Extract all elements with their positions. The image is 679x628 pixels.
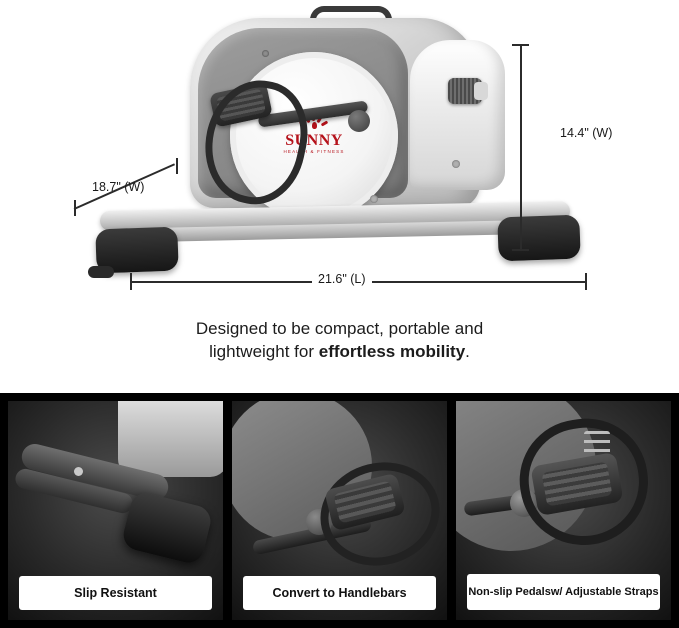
brand-tagline: HEALTH & FITNESS xyxy=(283,149,345,154)
height-measure-label: 14.4" (W) xyxy=(560,126,613,140)
height-measure-tick-top xyxy=(512,44,529,46)
tagline-line-2-prefix: lightweight for xyxy=(209,341,319,361)
feature-caption-line-2: w/ Adjustable Straps xyxy=(550,585,659,598)
slip-resistant-foot xyxy=(120,490,214,566)
width-measure-label: 18.7" (W) xyxy=(92,180,145,194)
feature-card-slip-resistant xyxy=(8,401,223,620)
tagline-line-2-suffix: . xyxy=(465,341,470,361)
feature-panel xyxy=(0,393,679,628)
tagline-emphasis: effortless mobility xyxy=(318,341,466,361)
height-measure-tick-bottom xyxy=(512,249,529,251)
foot-tip xyxy=(88,266,114,278)
frame-screw xyxy=(370,195,378,203)
frame-screw xyxy=(74,467,83,476)
brand-name: SUNNY xyxy=(285,132,343,149)
tagline-line-2 xyxy=(0,341,679,364)
hero-product-image xyxy=(0,0,679,312)
height-measure-line xyxy=(520,44,522,250)
pedal-tread xyxy=(542,462,613,507)
tagline-line-1: Designed to be compact, portable and xyxy=(195,319,484,338)
marketing-tagline xyxy=(0,318,679,364)
crank-axle xyxy=(348,110,370,132)
length-measure-tick-right xyxy=(585,273,587,290)
length-measure-tick-left xyxy=(130,273,132,290)
stabilizer-foot-right xyxy=(497,215,580,262)
width-measure-tick-right xyxy=(176,158,178,174)
mini-exercise-bike xyxy=(80,10,600,280)
shroud-edge xyxy=(118,401,223,477)
feature-caption-line-1: Non-slip Pedals xyxy=(468,585,551,598)
feature-card-list xyxy=(8,401,671,620)
tension-knob-cap xyxy=(474,82,488,100)
length-measure-label: 21.6" (L) xyxy=(312,272,372,286)
width-measure-tick-left xyxy=(74,200,76,216)
pedal-tread xyxy=(333,480,397,523)
housing-rivet xyxy=(262,50,269,57)
feature-caption: Slip Resistant xyxy=(19,576,212,610)
feature-caption: Convert to Handlebars xyxy=(243,576,436,610)
feature-caption xyxy=(467,574,660,610)
feature-card-non-slip-pedals xyxy=(456,401,671,620)
feature-card-convert-handlebars xyxy=(232,401,447,620)
frame-screw xyxy=(452,160,460,168)
